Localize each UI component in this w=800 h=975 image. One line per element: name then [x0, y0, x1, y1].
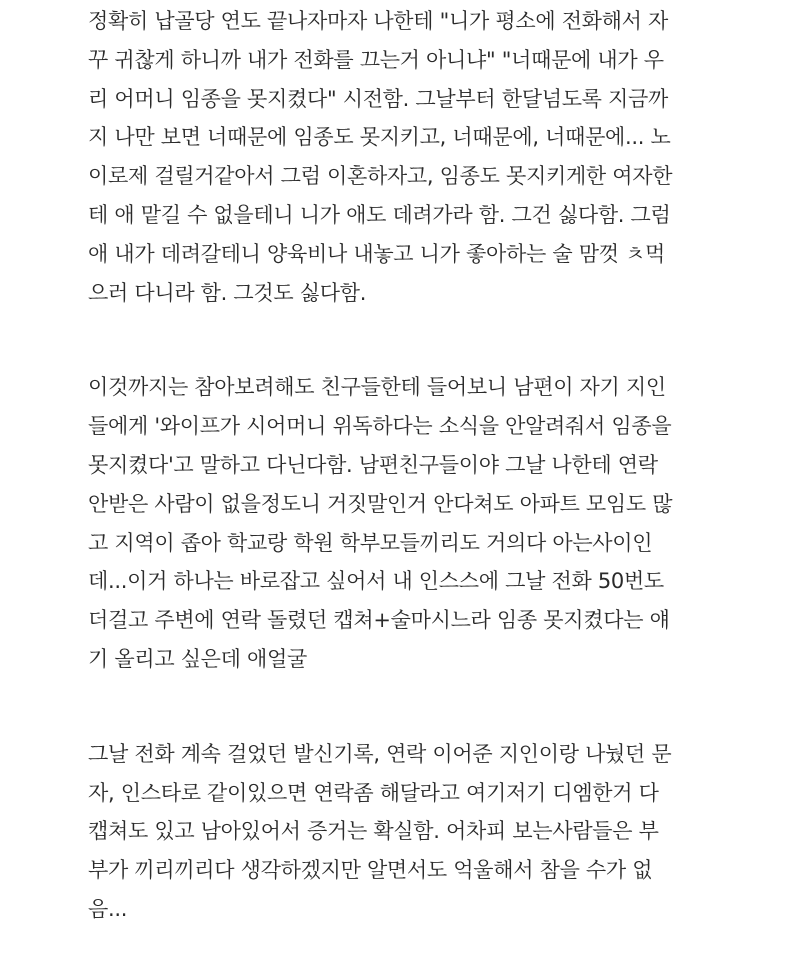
text-line: 리 어머니 임종을 못지켰다" 시전함. 그날부터 한달넘도록 지금까 — [88, 86, 668, 111]
text-line: 음... — [88, 896, 128, 921]
text-line: 지 나만 보면 너때문에 임종도 못지키고, 너때문에, 너때문에... 노 — [88, 125, 671, 150]
text-line: 더걸고 주변에 연락 돌렸던 캡쳐+술마시느라 임종 못지켰다는 얘 — [88, 608, 670, 633]
text-line: 꾸 귀찮게 하니까 내가 전화를 끄는거 아니냐" "너때문에 내가 우 — [88, 47, 664, 72]
text-line: 캡쳐도 있고 남아있어서 증거는 확실함. 어차피 보는사람들은 부 — [88, 819, 659, 844]
text-line: 테 애 맡길 수 없을테니 니가 애도 데려가라 함. 그건 싫다함. 그럼 — [88, 202, 671, 227]
paragraph-spacer — [88, 679, 748, 735]
text-line: 안받은 사람이 없을정도니 거짓말인거 안다쳐도 아파트 모임도 많 — [88, 491, 673, 516]
paragraph-spacer — [88, 312, 748, 368]
paragraph-1 — [88, 2, 748, 312]
text-line: 들에게 '와이프가 시어머니 위독하다는 소식을 안알려줘서 임종을 — [88, 414, 672, 439]
text-line: 못지켰다'고 말하고 다닌다함. 남편친구들이야 그날 나한테 연락 — [88, 452, 658, 477]
text-line: 데...이거 하나는 바로잡고 싶어서 내 인스스에 그날 전화 50번도 — [88, 569, 664, 594]
text-line: 이로제 걸릴거같아서 그럼 이혼하자고, 임종도 못지키게한 여자한 — [88, 164, 673, 189]
text-line: 애 내가 데려갈테니 양육비나 내놓고 니가 좋아하는 술 맘껏 ㅊ먹 — [88, 241, 666, 266]
text-line: 그날 전화 계속 걸었던 발신기록, 연락 이어준 지인이랑 나눴던 문 — [88, 741, 672, 766]
post-body — [88, 2, 748, 929]
text-line: 으러 다니라 함. 그것도 싫다함. — [88, 280, 367, 305]
text-line: 이것까지는 참아보려해도 친구들한테 들어보니 남편이 자기 지인 — [88, 375, 666, 400]
text-line: 부가 끼리끼리다 생각하겠지만 알면서도 억울해서 참을 수가 없 — [88, 858, 653, 883]
text-line: 정확히 납골당 연도 끝나자마자 나한테 "니가 평소에 전화해서 자 — [88, 9, 668, 33]
text-line: 고 지역이 좁아 학교랑 학원 학부모들끼리도 거의다 아는사이인 — [88, 530, 653, 555]
text-line: 기 올리고 싶은데 애얼굴 — [88, 646, 307, 671]
paragraph-3 — [88, 735, 748, 929]
text-line: 자, 인스타로 같이있으면 연락좀 해달라고 여기저기 디엠한거 다 — [88, 780, 659, 805]
paragraph-2 — [88, 368, 748, 678]
